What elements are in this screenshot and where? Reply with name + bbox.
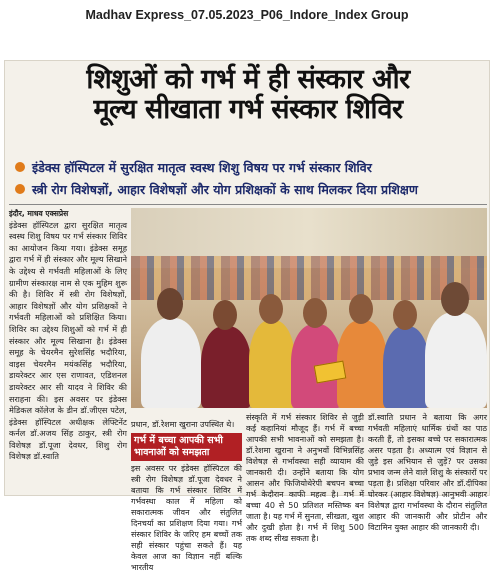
article-right-column: डॉ.स्वाति प्रधान ने बताया कि अगर गर्भवती महिलाएं धार्मिक ग्रंथों का पाठ करती हैं, तो इसका बच्चे पर सकारात्मक असर पड़ता है। अध्यात्म एवं विज्ञान से जुड़े इस अभियान से जुड़ें? पर उसका प्रभाव जन्म लेने वाले शिशु के संस्कारों पर पड़ता है। प्रशिक्षा परिवार और डॉ.दीपिका घोरकर (आहार विशेषज्ञ) आनुभवी आहार विशेषज्ञ द्वारा गर्भावस्था के दौरान संतुलित आहार की जानकारी और प्रोटीन और विटामिन युक्त आहार की जानकारी दी। bbox=[368, 413, 487, 532]
headline bbox=[9, 65, 487, 125]
subhead-2 bbox=[15, 178, 485, 200]
bullet-icon bbox=[15, 184, 25, 194]
photo-person bbox=[201, 326, 251, 408]
photo-person bbox=[141, 318, 201, 408]
article-inset bbox=[131, 412, 242, 572]
divider bbox=[9, 204, 487, 205]
headline-line-1: शिशुओं को गर्भ में ही संस्कार और bbox=[86, 64, 410, 95]
photo-crowd bbox=[131, 256, 487, 300]
inset-heading: गर्भ में बच्चा आपकी सभी भावनाओं को समझता bbox=[131, 433, 242, 461]
headline-line-2: मूल्य सीखाता गर्भ संस्कार शिविर bbox=[93, 94, 403, 126]
photo-head bbox=[441, 282, 469, 316]
photo-person bbox=[249, 320, 295, 408]
page-caption: Madhav Express_07.05.2023_P06_Indore_Index Group bbox=[85, 8, 409, 22]
photo-person bbox=[383, 326, 429, 408]
inset-body: इस अवसर पर इंडेक्स हॉस्पिटल की स्त्री रोग विशेषज्ञ डॉ.पूजा देवधर ने बताया कि गर्भ संस्कार शिविर में गर्भवस्था काल में महिला को सकारात्मक जीवन और संतुलित दिनचर्या का प्रशिक्षण दिया गया। गर्भ संस्कार शिविर के जरिए हम बच्चों तक सही संस्कार पहुंचा सकते हैं। यह केवल आज का विज्ञान नहीं बल्कि भारतीय bbox=[131, 464, 242, 572]
newspaper-clipping bbox=[4, 60, 490, 572]
article-middle-column: संस्कृति में गर्भ संस्कार शिविर से जुड़ी कई कहानियां मौजूद हैं। गर्भ में बच्चा आपकी सभी भावनाओं को समझता है। डॉ.रेशमा खुराना ने अनुभवों विभिन्नसिंह विशेषज्ञ से गर्भावस्था सही व्यायाम की जानकारी दी। उन्होंने बताया कि योग आसन और फिजियोथेरेपी बचपन बच्चा गर्भ केदौरान काफी महत्व है। गर्भ में बच्चा 40 से 50 प्रतिशत मस्तिष्क बन जाता है। यह गर्भ में सुनता, सीखता, खुश और दुखी होता है। गर्भ में शिशु 500 तक शब्द सीख सकता है। bbox=[246, 413, 364, 543]
subhead-1 bbox=[15, 156, 485, 178]
inset-intro: प्रधान, डॉ.रेशमा खुराना उपस्थित थे। bbox=[131, 420, 235, 429]
subhead-text: स्त्री रोग विशेषज्ञों, आहार विशेषज्ञों और योग प्रशिक्षकों के साथ मिलकर दिया प्रशिक्षण bbox=[32, 181, 418, 197]
photo-head bbox=[349, 294, 373, 324]
article-left-column bbox=[9, 208, 127, 495]
bullet-icon bbox=[15, 162, 25, 172]
photo-person bbox=[337, 320, 387, 408]
photo-person bbox=[425, 312, 487, 408]
photo-head bbox=[303, 298, 327, 328]
photo-head bbox=[259, 294, 283, 324]
photo-head bbox=[393, 300, 417, 330]
event-photo bbox=[131, 208, 487, 408]
photo-head bbox=[213, 300, 237, 330]
subhead-text: इंडेक्स हॉस्पिटल में सुरक्षित मातृत्व स्वस्थ शिशु विषय पर गर्भ संस्कार शिविर bbox=[32, 159, 372, 175]
dateline: इंदौर, माधव एक्सप्रेस bbox=[9, 209, 69, 218]
left-column-text: इंडेक्स हॉस्पिटल द्वारा सुरक्षित मातृत्व स्वस्थ शिशु विषय पर गर्भ संस्कार शिविर का आयोजन किया गया। इंडेक्स समूह द्वारा गर्भ में ही संस्कार और मूल्य सिखाने के उद्देश्य से गर्भवती महिलाओं के लिए ग्रामीण संस्कारक्ष नाम से एक मुहिम शुरू की है। शिविर में स्त्री रोग विशेषज्ञों, आहार विशेषज्ञों और योग प्रशिक्षकों ने गर्भवती महिलाओं को प्रशिक्षित किया। शिविर का उद्देश्य शिशुओं को गर्भ में ही संस्कार और मूल्य सिखाना है। इंडेक्स समूह के चेयरमैन सुरेशसिंह भदौरिया, वाइस चेयरमैन मयंकसिंह भदौरिया, डायरेक्टर आर एस राणावत, एडिशनल डायरेक्टर आर सी यादव ने शिविर की सराहना की। इस अवसर पर इंडेक्स मेडिकल कॉलेज के डीन डॉ.जीएस पटेल, इंडेक्स हॉस्पिटल अधीक्षक लेफ्टिनेंट कर्नल डॉ.अजय सिंह ठाकुर, स्त्री रोग विशेषज्ञ डॉ.पूजा देवधर, शिशु रोग विशेषज्ञ डॉ.स्वाति bbox=[9, 219, 127, 462]
subheads bbox=[15, 156, 485, 200]
photo-head bbox=[157, 288, 183, 320]
